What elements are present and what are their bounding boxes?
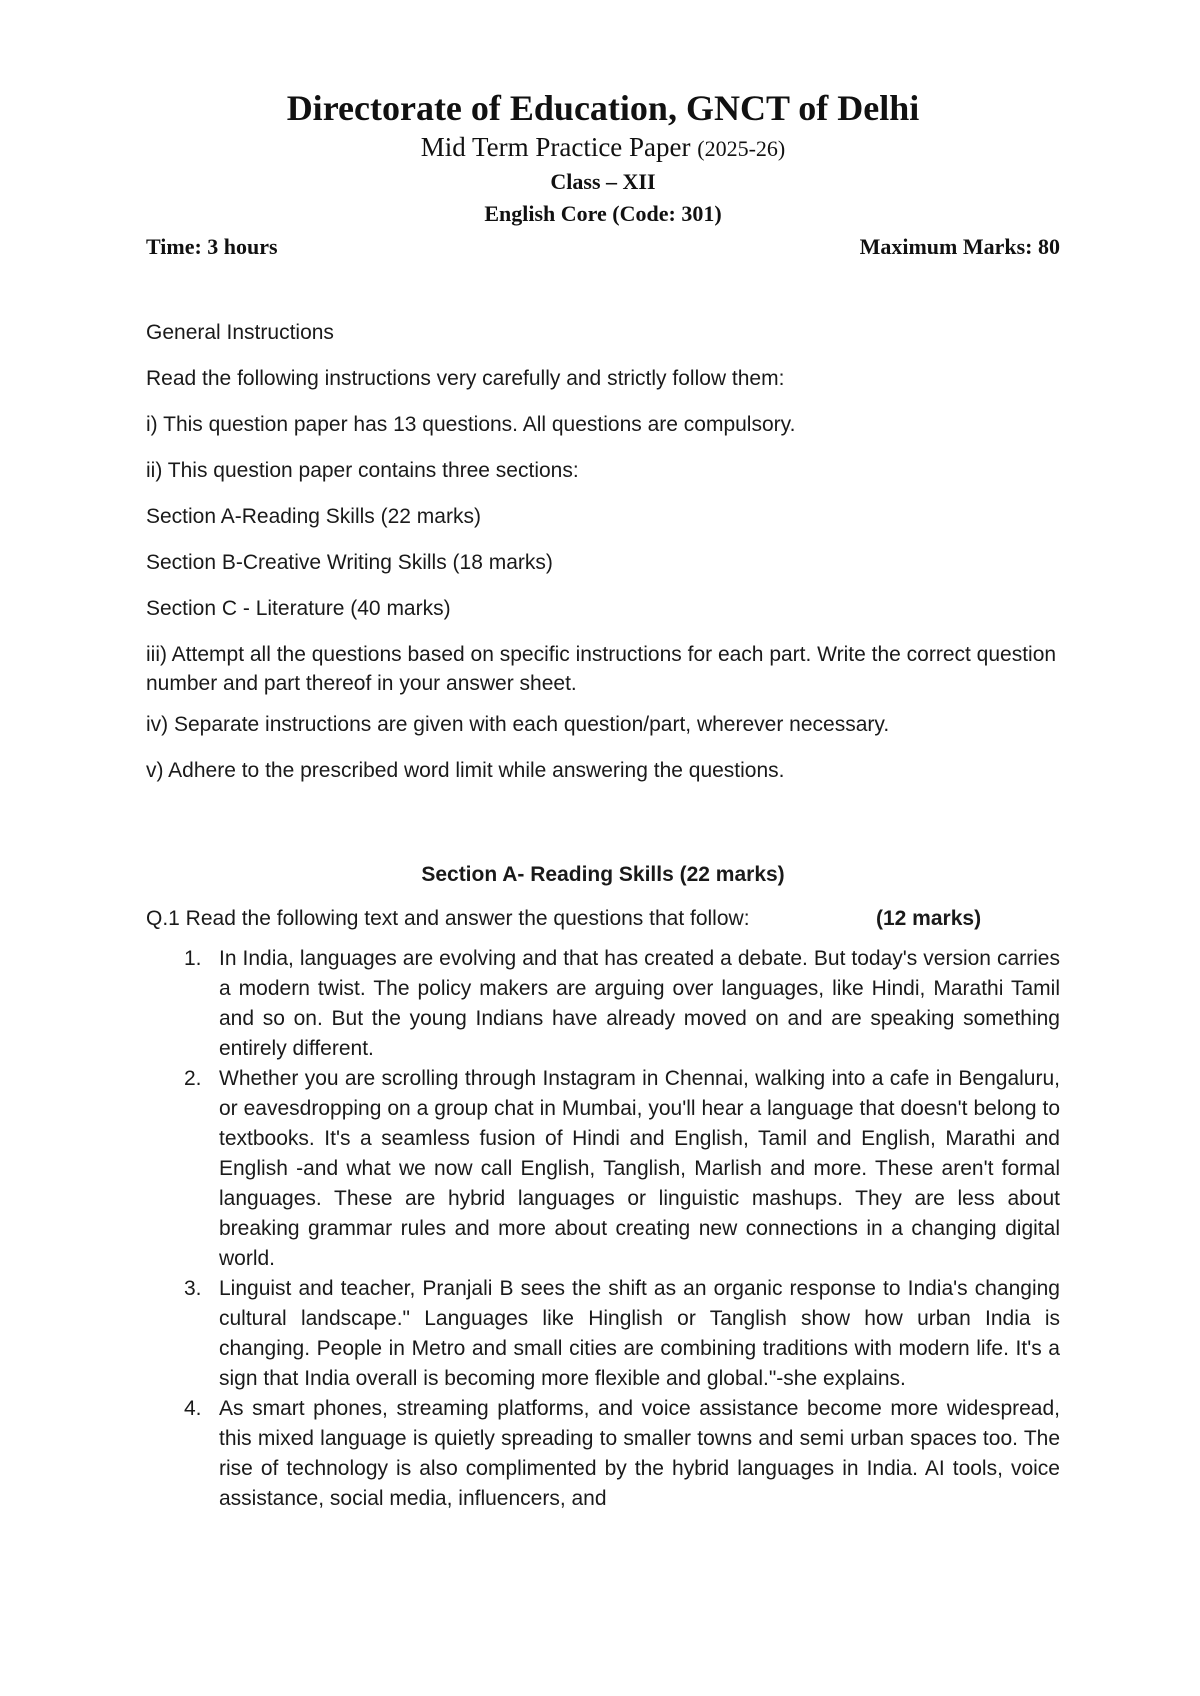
directorate-title: Directorate of Education, GNCT of Delhi bbox=[286, 88, 920, 128]
instruction-section-b: Section B-Creative Writing Skills (18 marks) bbox=[146, 551, 553, 574]
subject-label: English Core (Code: 301) bbox=[484, 201, 722, 226]
passage-paragraph bbox=[146, 944, 1060, 1064]
paragraph-number: 3. bbox=[184, 1277, 202, 1300]
paragraph-text: In India, languages are evolving and that has created a debate. But today's version carries a modern twist. The policy makers are arguing over languages, like Hindi, Marathi Tamil and so on. But the young Indians have already moved on and are speaking something entirely different. bbox=[219, 947, 1060, 1060]
question-1-text: Q.1 Read the following text and answer the questions that follow: bbox=[146, 907, 750, 930]
paragraph-number: 4. bbox=[184, 1397, 202, 1420]
instruction-item: v) Adhere to the prescribed word limit while answering the questions. bbox=[146, 759, 785, 782]
instruction-item: iii) Attempt all the questions based on specific instructions for each part. Write the correct question number and part thereof in your answer sheet. bbox=[146, 643, 1057, 695]
paragraph-number: 2. bbox=[184, 1067, 202, 1090]
general-instructions bbox=[146, 318, 1060, 802]
document-header bbox=[146, 86, 1060, 262]
question-1-prompt bbox=[146, 904, 1060, 934]
section-a-title: Section A- Reading Skills (22 marks) bbox=[421, 863, 785, 886]
instruction-section-c: Section C - Literature (40 marks) bbox=[146, 597, 451, 620]
passage-paragraph bbox=[146, 1274, 1060, 1394]
paper-title bbox=[146, 130, 1060, 166]
section-a bbox=[146, 860, 1060, 1514]
instruction-section-a: Section A-Reading Skills (22 marks) bbox=[146, 505, 481, 528]
instruction-item: i) This question paper has 13 questions. All questions are compulsory. bbox=[146, 413, 796, 436]
paragraph-text: Linguist and teacher, Pranjali B sees the shift as an organic response to India's changing cultural landscape." Languages like Hinglish or Tanglish show how urban India is changing. People in Metro and small cities are combining traditions with modern life. It's a sign that India overall is becoming more flexible and global."-she explains. bbox=[219, 1277, 1060, 1390]
question-1-marks: (12 marks) bbox=[876, 907, 982, 930]
passage-paragraph bbox=[146, 1064, 1060, 1274]
instructions-heading: General Instructions bbox=[146, 321, 334, 344]
exam-meta-row bbox=[146, 232, 1060, 262]
time-label: Time: 3 hours bbox=[146, 234, 278, 259]
class-label: Class – XII bbox=[550, 169, 656, 194]
paragraph-text: Whether you are scrolling through Instagram in Chennai, walking into a cafe in Bengaluru, or eavesdropping on a group chat in Mumbai, you'll hear a language that doesn't belong to textbooks. It's a seamless fusion of Hindi and English, Tamil and English, Marathi and English -and what we now call English, Tanglish, Marlish and more. These aren't formal languages. These are hybrid languages or linguistic mashups. They are less about breaking grammar rules and more about creating new connections in a changing digital world. bbox=[219, 1067, 1060, 1270]
instructions-intro: Read the following instructions very carefully and strictly follow them: bbox=[146, 367, 785, 390]
paper-title-text: Mid Term Practice Paper bbox=[420, 132, 691, 162]
instruction-item: ii) This question paper contains three sections: bbox=[146, 459, 579, 482]
paragraph-text: As smart phones, streaming platforms, and voice assistance become more widespread, this mixed language is quietly spreading to smaller towns and semi urban spaces too. The rise of technology is also complimented by the hybrid languages in India. AI tools, voice assistance, social media, influencers, and bbox=[219, 1397, 1060, 1510]
instruction-item: iv) Separate instructions are given with each question/part, wherever necessary. bbox=[146, 713, 890, 736]
paragraph-number: 1. bbox=[184, 947, 202, 970]
passage-paragraph bbox=[146, 1394, 1060, 1514]
reading-passage bbox=[146, 944, 1060, 1514]
max-marks-label: Maximum Marks: 80 bbox=[859, 234, 1060, 259]
paper-year: (2025-26) bbox=[697, 136, 786, 161]
